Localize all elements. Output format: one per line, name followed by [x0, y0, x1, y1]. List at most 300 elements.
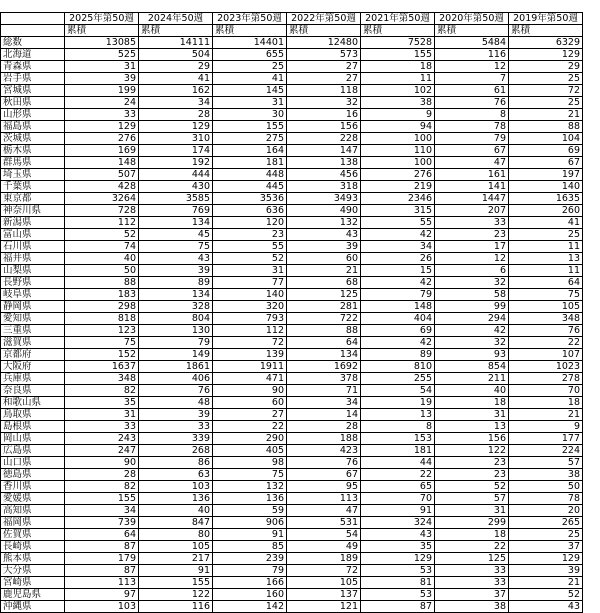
cumulative-value-cell: 2346	[361, 193, 435, 205]
cumulative-value-cell: 39	[509, 565, 583, 577]
cumulative-value-cell: 525	[65, 49, 139, 61]
cumulative-value-cell: 59	[213, 505, 287, 517]
prefecture-name: 香川県	[1, 481, 65, 493]
cumulative-value-cell: 71	[287, 385, 361, 397]
cumulative-value-cell: 141	[435, 181, 509, 193]
prefecture-name: 総数	[1, 37, 65, 49]
cumulative-value-cell: 404	[361, 313, 435, 325]
cumulative-value-cell: 60	[213, 397, 287, 409]
header-2019-week50: 2019年第50週	[509, 13, 583, 25]
cumulative-value-cell: 428	[65, 181, 139, 193]
cumulative-value-cell: 104	[509, 133, 583, 145]
table-row	[1, 97, 583, 109]
prefecture-name: 島根県	[1, 421, 65, 433]
cumulative-value-cell: 27	[213, 409, 287, 421]
prefecture-name: 宮城県	[1, 85, 65, 97]
cumulative-value-cell: 42	[435, 325, 509, 337]
cumulative-value-cell: 155	[65, 493, 139, 505]
cumulative-value-cell: 105	[509, 301, 583, 313]
cumulative-value-cell: 1023	[509, 361, 583, 373]
cumulative-value-cell: 188	[287, 433, 361, 445]
cumulative-value-cell: 27	[287, 61, 361, 73]
cumulative-value-cell: 34	[65, 505, 139, 517]
cumulative-value-cell: 37	[435, 589, 509, 601]
cumulative-value-cell: 110	[361, 145, 435, 157]
cumulative-value-cell: 448	[213, 169, 287, 181]
cumulative-value-cell: 35	[361, 541, 435, 553]
cumulative-value-cell: 6	[435, 265, 509, 277]
table-row	[1, 277, 583, 289]
cumulative-value-cell: 507	[65, 169, 139, 181]
cumulative-value-cell: 69	[509, 145, 583, 157]
table-row	[1, 313, 583, 325]
header-2021-week50: 2021年第50週	[361, 13, 435, 25]
cumulative-value-cell: 41	[139, 73, 213, 85]
cumulative-value-cell: 11	[509, 265, 583, 277]
cumulative-value-cell: 315	[361, 205, 435, 217]
cumulative-value-cell: 810	[361, 361, 435, 373]
cumulative-value-cell: 90	[65, 457, 139, 469]
cumulative-value-cell: 50	[65, 265, 139, 277]
prefecture-name: 静岡県	[1, 301, 65, 313]
cumulative-value-cell: 64	[65, 529, 139, 541]
cumulative-value-cell: 112	[65, 217, 139, 229]
cumulative-value-cell: 9	[361, 109, 435, 121]
cumulative-value-cell: 136	[139, 493, 213, 505]
cumulative-value-cell: 906	[213, 517, 287, 529]
cumulative-value-cell: 14401	[213, 37, 287, 49]
cumulative-value-cell: 318	[287, 181, 361, 193]
cumulative-value-cell: 95	[287, 481, 361, 493]
cumulative-value-cell: 60	[287, 253, 361, 265]
cumulative-value-cell: 138	[287, 157, 361, 169]
cumulative-value-cell: 140	[213, 289, 287, 301]
cumulative-value-cell: 217	[139, 553, 213, 565]
cumulative-value-cell: 324	[361, 517, 435, 529]
cumulative-value-cell: 136	[213, 493, 287, 505]
prefecture-name: 沖縄県	[1, 601, 65, 613]
cumulative-value-cell: 129	[509, 49, 583, 61]
cumulative-value-cell: 278	[509, 373, 583, 385]
cumulative-value-cell: 148	[65, 157, 139, 169]
table-row	[1, 589, 583, 601]
cumulative-value-cell: 54	[361, 385, 435, 397]
cumulative-value-cell: 298	[65, 301, 139, 313]
cumulative-value-cell: 76	[435, 97, 509, 109]
cumulative-value-cell: 181	[213, 157, 287, 169]
cumulative-value-cell: 31	[435, 505, 509, 517]
subheader-corner	[1, 25, 65, 37]
cumulative-value-cell: 6329	[509, 37, 583, 49]
cumulative-value-cell: 91	[361, 505, 435, 517]
cumulative-value-cell: 129	[65, 121, 139, 133]
prefecture-name: 山形県	[1, 109, 65, 121]
cumulative-value-cell: 17	[435, 241, 509, 253]
cumulative-value-cell: 260	[509, 205, 583, 217]
cumulative-value-cell: 125	[287, 289, 361, 301]
cumulative-value-cell: 137	[287, 589, 361, 601]
cumulative-value-cell: 207	[435, 205, 509, 217]
table-row	[1, 601, 583, 613]
cumulative-value-cell: 52	[65, 229, 139, 241]
cumulative-value-cell: 1861	[139, 361, 213, 373]
cumulative-value-cell: 348	[509, 313, 583, 325]
cumulative-value-cell: 25	[509, 229, 583, 241]
cumulative-value-cell: 1637	[65, 361, 139, 373]
subheader-cumulative: 累積	[287, 25, 361, 37]
cumulative-value-cell: 189	[287, 553, 361, 565]
cumulative-value-cell: 78	[435, 121, 509, 133]
cumulative-value-cell: 276	[65, 133, 139, 145]
cumulative-value-cell: 79	[361, 289, 435, 301]
cumulative-value-cell: 47	[287, 505, 361, 517]
cumulative-value-cell: 25	[509, 97, 583, 109]
cumulative-value-cell: 739	[65, 517, 139, 529]
cumulative-value-cell: 89	[361, 349, 435, 361]
cumulative-value-cell: 80	[139, 529, 213, 541]
cumulative-value-cell: 53	[361, 565, 435, 577]
cumulative-value-cell: 116	[139, 601, 213, 613]
cumulative-value-cell: 5484	[435, 37, 509, 49]
cumulative-value-cell: 100	[361, 133, 435, 145]
prefecture-name: 栃木県	[1, 145, 65, 157]
cumulative-value-cell: 77	[213, 277, 287, 289]
cumulative-value-cell: 406	[139, 373, 213, 385]
cumulative-value-cell: 41	[213, 73, 287, 85]
cumulative-value-cell: 8	[435, 109, 509, 121]
cumulative-value-cell: 793	[213, 313, 287, 325]
cumulative-value-cell: 140	[509, 181, 583, 193]
cumulative-value-cell: 112	[213, 325, 287, 337]
cumulative-value-cell: 211	[435, 373, 509, 385]
cumulative-value-cell: 61	[435, 85, 509, 97]
cumulative-value-cell: 281	[287, 301, 361, 313]
cumulative-value-cell: 23	[435, 469, 509, 481]
cumulative-value-cell: 43	[509, 601, 583, 613]
cumulative-value-cell: 299	[435, 517, 509, 529]
table-row	[1, 457, 583, 469]
prefecture-name: 秋田県	[1, 97, 65, 109]
prefecture-name: 滋賀県	[1, 337, 65, 349]
cumulative-value-cell: 35	[65, 397, 139, 409]
cumulative-value-cell: 423	[287, 445, 361, 457]
table-row	[1, 61, 583, 73]
cumulative-value-cell: 3585	[139, 193, 213, 205]
cumulative-value-cell: 21	[287, 265, 361, 277]
cumulative-value-cell: 52	[509, 589, 583, 601]
cumulative-value-cell: 21	[509, 409, 583, 421]
prefecture-name: 広島県	[1, 445, 65, 457]
cumulative-value-cell: 72	[213, 337, 287, 349]
cumulative-value-cell: 156	[435, 433, 509, 445]
cumulative-value-cell: 129	[509, 553, 583, 565]
cumulative-value-cell: 45	[139, 229, 213, 241]
cumulative-value-cell: 14	[287, 409, 361, 421]
cumulative-value-cell: 98	[213, 457, 287, 469]
cumulative-value-cell: 55	[213, 241, 287, 253]
cumulative-value-cell: 43	[139, 253, 213, 265]
cumulative-value-cell: 28	[139, 109, 213, 121]
cumulative-value-cell: 3264	[65, 193, 139, 205]
cumulative-value-cell: 13	[509, 253, 583, 265]
cumulative-value-cell: 33	[139, 421, 213, 433]
cumulative-value-cell: 129	[139, 121, 213, 133]
prefecture-name: 千葉県	[1, 181, 65, 193]
table-row	[1, 493, 583, 505]
cumulative-value-cell: 40	[435, 385, 509, 397]
cumulative-value-cell: 20	[509, 505, 583, 517]
table-row	[1, 325, 583, 337]
cumulative-value-cell: 78	[509, 493, 583, 505]
cumulative-value-cell: 18	[435, 397, 509, 409]
cumulative-value-cell: 22	[435, 541, 509, 553]
cumulative-value-cell: 88	[287, 325, 361, 337]
cumulative-value-cell: 179	[65, 553, 139, 565]
cumulative-value-cell: 39	[65, 73, 139, 85]
cumulative-value-cell: 239	[213, 553, 287, 565]
cumulative-value-cell: 89	[139, 277, 213, 289]
cumulative-value-cell: 69	[361, 325, 435, 337]
cumulative-value-cell: 134	[139, 217, 213, 229]
cumulative-value-cell: 28	[65, 469, 139, 481]
cumulative-value-cell: 38	[435, 601, 509, 613]
cumulative-value-cell: 1911	[213, 361, 287, 373]
cumulative-value-cell: 847	[139, 517, 213, 529]
cumulative-value-cell: 74	[65, 241, 139, 253]
cumulative-value-cell: 160	[213, 589, 287, 601]
table-row	[1, 229, 583, 241]
header-2020-week50: 2020年第50週	[435, 13, 509, 25]
cumulative-value-cell: 199	[65, 85, 139, 97]
cumulative-value-cell: 75	[509, 289, 583, 301]
cumulative-value-cell: 471	[213, 373, 287, 385]
cumulative-value-cell: 57	[435, 493, 509, 505]
table-row	[1, 193, 583, 205]
cumulative-value-cell: 31	[65, 61, 139, 73]
cumulative-value-cell: 197	[509, 169, 583, 181]
cumulative-value-cell: 116	[435, 49, 509, 61]
prefecture-name: 福井県	[1, 253, 65, 265]
subheader-cumulative: 累積	[65, 25, 139, 37]
prefecture-name: 岡山県	[1, 433, 65, 445]
cumulative-value-cell: 13	[361, 409, 435, 421]
table-row	[1, 145, 583, 157]
cumulative-value-cell: 23	[213, 229, 287, 241]
cumulative-value-cell: 12	[435, 61, 509, 73]
prefecture-name: 鳥取県	[1, 409, 65, 421]
cumulative-value-cell: 18	[361, 61, 435, 73]
header-2025-week50: 2025年第50週	[65, 13, 139, 25]
prefecture-name: 和歌山県	[1, 397, 65, 409]
cumulative-value-cell: 125	[435, 553, 509, 565]
cumulative-value-cell: 47	[435, 157, 509, 169]
prefecture-name: 茨城県	[1, 133, 65, 145]
prefecture-name: 三重県	[1, 325, 65, 337]
table-row	[1, 409, 583, 421]
table-row	[1, 481, 583, 493]
cumulative-value-cell: 31	[213, 265, 287, 277]
cumulative-value-cell: 21	[509, 109, 583, 121]
cumulative-value-cell: 139	[213, 349, 287, 361]
table-row	[1, 289, 583, 301]
cumulative-value-cell: 58	[435, 289, 509, 301]
cumulative-value-cell: 22	[361, 469, 435, 481]
cumulative-value-cell: 573	[287, 49, 361, 61]
cumulative-value-cell: 162	[139, 85, 213, 97]
cumulative-value-cell: 32	[435, 337, 509, 349]
prefecture-name: 富山県	[1, 229, 65, 241]
cumulative-value-cell: 67	[435, 145, 509, 157]
table-row	[1, 421, 583, 433]
cumulative-value-cell: 79	[435, 133, 509, 145]
cumulative-value-cell: 103	[65, 601, 139, 613]
prefecture-name: 愛媛県	[1, 493, 65, 505]
cumulative-value-cell: 7	[435, 73, 509, 85]
cumulative-value-cell: 818	[65, 313, 139, 325]
cumulative-value-cell: 18	[435, 529, 509, 541]
cumulative-value-cell: 490	[287, 205, 361, 217]
cumulative-value-cell: 174	[139, 145, 213, 157]
cumulative-value-cell: 67	[509, 157, 583, 169]
cumulative-value-cell: 181	[361, 445, 435, 457]
cumulative-value-cell: 121	[287, 601, 361, 613]
cumulative-value-cell: 79	[139, 337, 213, 349]
cumulative-value-cell: 14111	[139, 37, 213, 49]
cumulative-value-cell: 54	[287, 529, 361, 541]
cumulative-value-cell: 29	[139, 61, 213, 73]
table-row	[1, 445, 583, 457]
cumulative-value-cell: 142	[213, 601, 287, 613]
cumulative-value-cell: 39	[287, 241, 361, 253]
cumulative-value-cell: 804	[139, 313, 213, 325]
cumulative-value-cell: 105	[287, 577, 361, 589]
cumulative-value-cell: 76	[139, 385, 213, 397]
cumulative-value-cell: 118	[287, 85, 361, 97]
cumulative-value-cell: 25	[213, 61, 287, 73]
cumulative-value-cell: 134	[287, 349, 361, 361]
table-row	[1, 85, 583, 97]
cumulative-value-cell: 8	[361, 421, 435, 433]
table-row	[1, 337, 583, 349]
prefecture-name: 大阪府	[1, 361, 65, 373]
cumulative-value-cell: 49	[287, 541, 361, 553]
table-row	[1, 385, 583, 397]
cumulative-value-cell: 33	[435, 217, 509, 229]
prefecture-name: 長崎県	[1, 541, 65, 553]
table-row	[1, 565, 583, 577]
cumulative-value-cell: 130	[139, 325, 213, 337]
cumulative-value-cell: 854	[435, 361, 509, 373]
cumulative-value-cell: 268	[139, 445, 213, 457]
table-row	[1, 205, 583, 217]
cumulative-value-cell: 79	[213, 565, 287, 577]
cumulative-value-cell: 183	[65, 289, 139, 301]
table-row	[1, 541, 583, 553]
table-row	[1, 133, 583, 145]
cumulative-value-cell: 52	[213, 253, 287, 265]
cumulative-value-cell: 42	[361, 229, 435, 241]
cumulative-value-cell: 27	[287, 73, 361, 85]
cumulative-value-cell: 65	[361, 481, 435, 493]
cumulative-value-cell: 12	[435, 253, 509, 265]
cumulative-value-cell: 63	[139, 469, 213, 481]
cumulative-value-cell: 40	[65, 253, 139, 265]
cumulative-value-cell: 13085	[65, 37, 139, 49]
cumulative-value-cell: 70	[509, 385, 583, 397]
cumulative-value-cell: 72	[509, 85, 583, 97]
cumulative-value-cell: 339	[139, 433, 213, 445]
table-row	[1, 253, 583, 265]
cumulative-value-cell: 33	[435, 577, 509, 589]
prefecture-name: 北海道	[1, 49, 65, 61]
cumulative-value-cell: 93	[435, 349, 509, 361]
corner-header	[1, 13, 65, 25]
cumulative-value-cell: 134	[139, 289, 213, 301]
cumulative-value-cell: 21	[509, 577, 583, 589]
table-row	[1, 373, 583, 385]
cumulative-value-cell: 113	[287, 493, 361, 505]
cumulative-value-cell: 310	[139, 133, 213, 145]
cumulative-value-cell: 152	[65, 349, 139, 361]
cumulative-value-cell: 456	[287, 169, 361, 181]
cumulative-value-cell: 90	[213, 385, 287, 397]
cumulative-value-cell: 12480	[287, 37, 361, 49]
cumulative-value-cell: 48	[139, 397, 213, 409]
cumulative-value-cell: 82	[65, 481, 139, 493]
prefecture-name: 徳島県	[1, 469, 65, 481]
cumulative-value-cell: 636	[213, 205, 287, 217]
table-row	[1, 349, 583, 361]
prefecture-name: 福島県	[1, 121, 65, 133]
prefecture-name: 石川県	[1, 241, 65, 253]
cumulative-value-cell: 32	[435, 277, 509, 289]
cumulative-value-cell: 91	[213, 529, 287, 541]
cumulative-value-cell: 24	[65, 97, 139, 109]
cumulative-value-cell: 76	[287, 457, 361, 469]
cumulative-value-cell: 33	[65, 109, 139, 121]
cumulative-value-cell: 113	[65, 577, 139, 589]
cumulative-value-cell: 147	[287, 145, 361, 157]
cumulative-value-cell: 43	[287, 229, 361, 241]
cumulative-value-cell: 64	[287, 337, 361, 349]
header-2024-week50: 2024年50週	[139, 13, 213, 25]
cumulative-value-cell: 153	[361, 433, 435, 445]
cumulative-value-cell: 177	[509, 433, 583, 445]
cumulative-value-cell: 67	[287, 469, 361, 481]
cumulative-value-cell: 18	[509, 397, 583, 409]
table-row	[1, 529, 583, 541]
cumulative-value-cell: 44	[361, 457, 435, 469]
header-2023-week50: 2023年第50週	[213, 13, 287, 25]
cumulative-value-cell: 275	[213, 133, 287, 145]
table-row	[1, 121, 583, 133]
table-row	[1, 265, 583, 277]
cumulative-value-cell: 255	[361, 373, 435, 385]
cumulative-value-cell: 88	[509, 121, 583, 133]
cumulative-value-cell: 41	[509, 217, 583, 229]
cumulative-value-cell: 224	[509, 445, 583, 457]
prefecture-name: 奈良県	[1, 385, 65, 397]
table-row	[1, 157, 583, 169]
cumulative-value-cell: 3493	[287, 193, 361, 205]
cumulative-value-cell: 378	[287, 373, 361, 385]
prefecture-name: 鹿児島県	[1, 589, 65, 601]
prefecture-name: 埼玉県	[1, 169, 65, 181]
cumulative-value-cell: 722	[287, 313, 361, 325]
cumulative-value-cell: 228	[287, 133, 361, 145]
prefecture-name: 新潟県	[1, 217, 65, 229]
cumulative-value-cell: 9	[509, 421, 583, 433]
